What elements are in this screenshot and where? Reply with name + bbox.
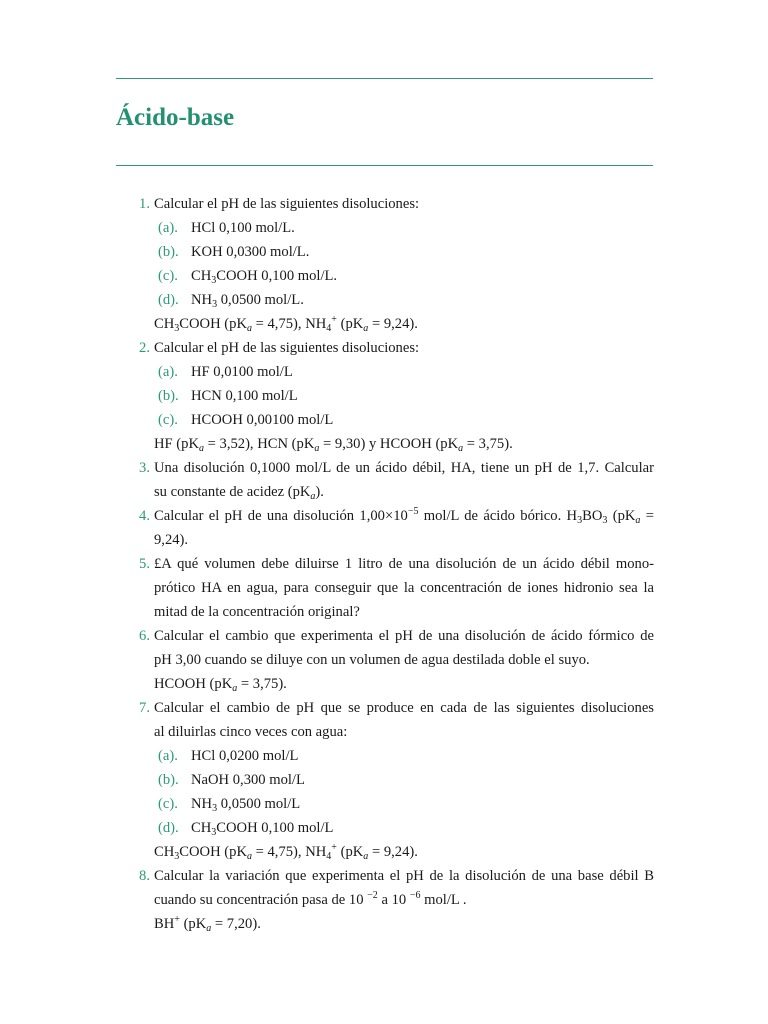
problem-text: Calcular la variación que experimenta el pH de la disolución de una base débil B — [154, 868, 654, 884]
item-label: (c). — [158, 796, 178, 812]
item-label: (c). — [158, 268, 178, 284]
problem-data — [154, 840, 654, 864]
top-rule — [116, 78, 653, 79]
item-text: NH — [191, 796, 213, 812]
item-label: (a). — [158, 748, 178, 764]
subscript: 3 — [212, 299, 218, 310]
problem-text-line — [154, 648, 654, 672]
problem-text: Calcular el cambio de pH que se produce en cada de las siguientes disoluciones — [154, 700, 654, 716]
problem-8 — [139, 864, 654, 888]
problem-7 — [139, 696, 654, 720]
subscript: 3 — [212, 803, 218, 814]
item-label: (a). — [158, 364, 178, 380]
problem-number: 6. — [139, 628, 150, 644]
problem-number: 5. — [139, 556, 150, 572]
problem-number: 2. — [139, 340, 150, 356]
list-item — [154, 744, 654, 768]
constants-text: BH+ $(pK_a = 7,20)$. — [154, 914, 261, 934]
problem-number: 7. — [139, 700, 150, 716]
problem-text: Calcular el cambio que experimenta el pH de una disolución de ácido fórmico de — [154, 628, 654, 644]
problem-text: prótico HA en agua, para conseguir que la concentración de iones hidronio sea la — [154, 580, 654, 596]
problem-text: su constante de acidez $(pK_a)$. — [154, 484, 324, 502]
item-text: HCOOH 0,00100 mol/L — [191, 412, 334, 428]
item-text: HCl 0,100 mol/L. — [191, 220, 295, 236]
problem-number: 1. — [139, 196, 150, 212]
constants-text: $CH_3COOH$ $(pK_a = 4,75)$, $NH_4^+$ $(pK_a = 9,24)$. — [154, 314, 418, 334]
problem-text: Calcular el pH de las siguientes disoluciones: — [154, 340, 420, 356]
item-text: 0,0500 mol/L. — [217, 292, 304, 308]
item-text: COOH 0,100 mol/L — [216, 820, 334, 836]
list-item — [154, 792, 654, 816]
problem-data — [154, 312, 654, 336]
problem-text: mitad de la concentración original? — [154, 604, 360, 620]
problem-number: 8. — [139, 868, 150, 884]
item-label: (d). — [158, 820, 179, 836]
item-text: 0,0500 mol/L — [217, 796, 301, 812]
problem-text: al diluirlas cinco veces con agua: — [154, 724, 348, 740]
problem-text: cuando su concentración pasa de 10 $^{-2}$ a 10 $^{-6}$ mol/L . — [154, 890, 467, 908]
problem-data — [154, 912, 654, 936]
problem-data — [154, 672, 654, 696]
item-label: (a). — [158, 220, 178, 236]
problem-text: 9,24). — [154, 532, 189, 548]
item-text: CH — [191, 268, 212, 284]
problem-text-line — [154, 576, 654, 600]
problem-text: Calcular el pH de una disolución $1,00\times 10^{-5}$ mol/L de ácido bórico. $H_3BO_3$ ($pK_a$ = — [154, 506, 654, 526]
list-item — [154, 240, 654, 264]
list-item — [154, 264, 654, 288]
problem-6 — [139, 624, 654, 648]
item-label: (b). — [158, 244, 179, 260]
problem-number: 3. — [139, 460, 150, 476]
item-label: (b). — [158, 772, 179, 788]
problem-text-line — [154, 528, 654, 552]
list-item — [154, 216, 654, 240]
constants-text: HCOOH $(pK_a = 3,75)$. — [154, 676, 287, 694]
problem-text: Calcular el pH de las siguientes disoluciones: — [154, 196, 420, 212]
item-text: COOH 0,100 mol/L. — [216, 268, 338, 284]
subscript: 3 — [211, 275, 217, 286]
problem-text: Una disolución 0,1000 mol/L de un ácido débil, HA, tiene un pH de 1,7. Calcular — [154, 460, 654, 476]
problem-data — [154, 432, 654, 456]
item-text: HF 0,0100 mol/L — [191, 364, 293, 380]
item-text: HCl 0,0200 mol/L — [191, 748, 299, 764]
list-item — [154, 768, 654, 792]
item-label: (b). — [158, 388, 179, 404]
item-text: NaOH 0,300 mol/L — [191, 772, 305, 788]
problem-number: 4. — [139, 508, 150, 524]
page-title: Ácido-base — [116, 104, 235, 131]
problem-text: pH 3,00 cuando se diluye con un volumen de agua destilada doble el suyo. — [154, 652, 590, 668]
problem-text-line — [154, 720, 654, 744]
title-rule — [116, 165, 653, 166]
item-text: KOH 0,0300 mol/L. — [191, 244, 310, 260]
constants-text: HF $(pK_a = 3,52)$, HCN $(pK_a = 9,30)$ y HCOOH $(pK_a = 3,75)$. — [154, 436, 513, 454]
item-text: CH — [191, 820, 212, 836]
problem-2 — [139, 336, 654, 360]
problem-text-line — [154, 600, 654, 624]
constants-text: $CH_3COOH$ $(pK_a = 4,75)$, $NH_4^+$ $(pK_a = 9,24)$. — [154, 842, 418, 862]
problem-text-line — [154, 888, 654, 912]
problem-5 — [139, 552, 654, 576]
item-label: (d). — [158, 292, 179, 308]
subscript: 3 — [211, 827, 217, 838]
list-item — [154, 360, 654, 384]
problem-text-line — [154, 480, 654, 504]
problem-4 — [139, 504, 654, 528]
item-text: NH — [191, 292, 213, 308]
list-item — [154, 384, 654, 408]
problem-1 — [139, 192, 654, 216]
item-label: (c). — [158, 412, 178, 428]
list-item — [154, 816, 654, 840]
item-text: HCN 0,100 mol/L — [191, 388, 298, 404]
list-item — [154, 408, 654, 432]
list-item — [154, 288, 654, 312]
problem-3 — [139, 456, 654, 480]
problem-text: £A qué volumen debe diluirse 1 litro de una disolución de un ácido débil mono- — [154, 556, 654, 572]
